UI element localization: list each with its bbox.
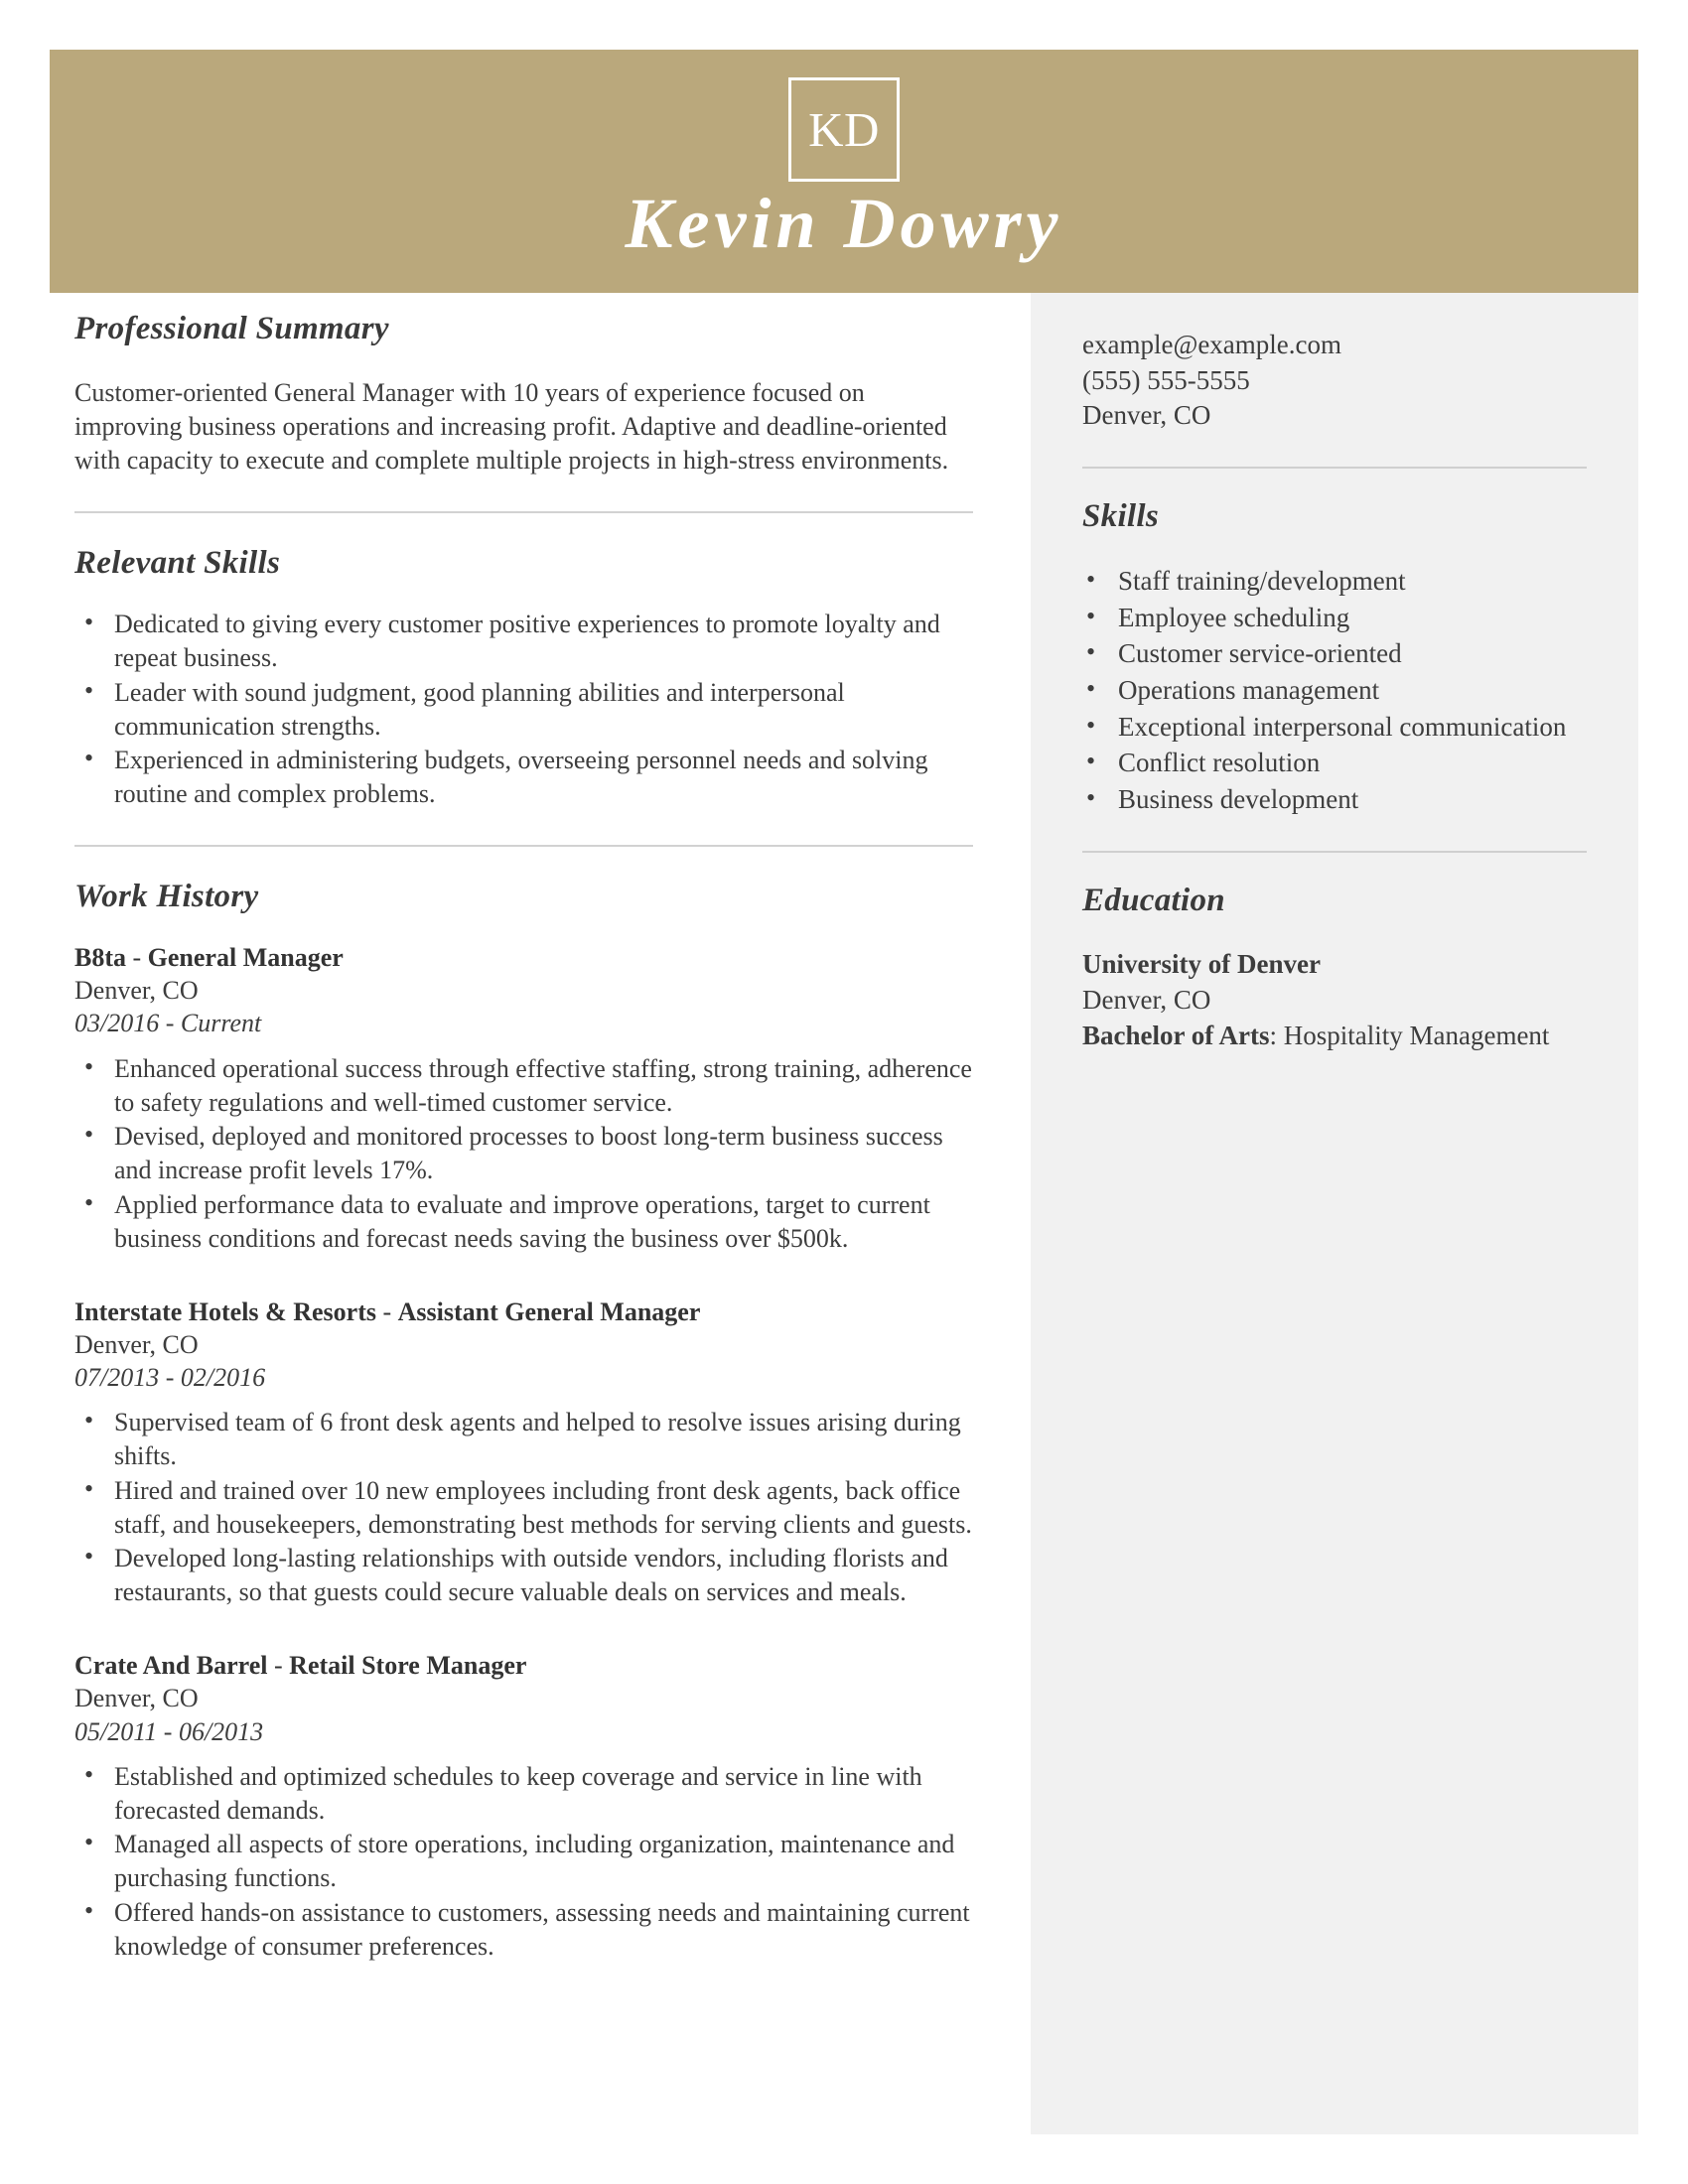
spacer (74, 582, 973, 608)
job-title-line (74, 941, 973, 974)
sidebar-divider-2 (1082, 851, 1587, 853)
job-separator: - (267, 1651, 290, 1681)
education-entry (1082, 947, 1587, 1054)
contact-email: example@example.com (1082, 330, 1342, 359)
job-role: General Manager (147, 942, 344, 972)
list-item: • Managed all aspects of store operations, including organization, maintenance and purchasing functions. (74, 1828, 973, 1895)
job-location: Denver, CO (74, 976, 199, 1006)
education-degree-field: : Hospitality Management (1269, 1020, 1550, 1050)
list-item: • Applied performance data to evaluate and improve operations, target to current business conditions and forecast needs saving the business over $500k. (74, 1188, 973, 1256)
list-item: • Experienced in administering budgets, overseeing personnel needs and solving routine and complex problems. (74, 744, 973, 811)
work-history-entry (74, 941, 973, 1256)
list-item: • Offered hands-on assistance to customers, assessing needs and maintaining current knowledge of consumer preferences. (74, 1896, 973, 1964)
job-company: Interstate Hotels & Resorts (74, 1297, 376, 1326)
job-bullets (74, 1052, 973, 1256)
sidebar-heading-education: Education (1082, 882, 1225, 918)
job-title-line (74, 1296, 973, 1328)
job-company: Crate And Barrel (74, 1651, 268, 1681)
list-item: • Leader with sound judgment, good planning abilities and interpersonal communication strengths. (74, 676, 973, 744)
sidebar (1031, 293, 1638, 2134)
job-dates: 03/2016 - Current (74, 1009, 262, 1038)
spacer (74, 915, 973, 941)
job-separator: - (375, 1297, 398, 1326)
education-location: Denver, CO (1082, 984, 1211, 1015)
list-item: • Dedicated to giving every customer positive experiences to promote loyalty and repeat business. (74, 608, 973, 675)
section-heading-relevant-skills: Relevant Skills (74, 545, 281, 582)
list-item: • Operations management (1082, 672, 1587, 709)
job-location: Denver, CO (74, 1684, 199, 1713)
job-role: Retail Store Manager (289, 1651, 527, 1681)
relevant-skills-list (74, 608, 973, 811)
sidebar-divider-1 (1082, 467, 1587, 469)
contact-location: Denver, CO (1082, 400, 1211, 431)
job-location: Denver, CO (74, 1329, 199, 1359)
list-item: • Developed long-lasting relationships with outside vendors, including florists and restaurants, so that guests could secure valuable deals on services and meals. (74, 1542, 973, 1609)
sidebar-heading-skills: Skills (1082, 497, 1160, 534)
contact-block (1082, 328, 1587, 434)
list-item: • Employee scheduling (1082, 600, 1587, 636)
main-column (74, 311, 973, 1965)
list-item: • Hired and trained over 10 new employees including front desk agents, back office staff, and housekeepers, demonstrating best methods for serving clients and guests. (74, 1474, 973, 1542)
job-role: Assistant General Manager (397, 1297, 701, 1326)
list-item: • Established and optimized schedules to keep coverage and service in line with forecasted demands. (74, 1760, 973, 1828)
main-divider-1 (74, 511, 973, 513)
main-divider-2 (74, 845, 973, 847)
list-item: • Exceptional interpersonal communication (1082, 709, 1587, 746)
education-school: University of Denver (1082, 948, 1321, 979)
resume-header-banner (50, 50, 1638, 293)
list-item: • Conflict resolution (1082, 745, 1587, 781)
professional-summary-text: Customer-oriented General Manager with 10 years of experience focused on improving business operations and increasing profit. Adaptive and deadline-oriented with capacity to execute and complete multiple projects in high-stress environments. (74, 378, 949, 476)
job-dates: 07/2013 - 02/2016 (74, 1363, 266, 1393)
list-item: • Devised, deployed and monitored processes to boost long-term business success and increase profit levels 17%. (74, 1120, 973, 1187)
job-separator: - (126, 942, 148, 972)
list-item: • Enhanced operational success through effective staffing, strong training, adherence to safety regulations and well-timed customer service. (74, 1052, 973, 1120)
job-bullets (74, 1406, 973, 1609)
work-history-entry (74, 1296, 973, 1610)
list-item: • Customer service-oriented (1082, 635, 1587, 672)
section-heading-professional-summary: Professional Summary (74, 311, 389, 346)
monogram-initials: KD (808, 102, 880, 157)
job-dates: 05/2011 - 06/2013 (74, 1716, 264, 1746)
list-item: • Supervised team of 6 front desk agents and helped to resolve issues arising during shifts. (74, 1406, 973, 1473)
contact-phone: (555) 555-5555 (1082, 364, 1250, 395)
job-title-line (74, 1649, 973, 1682)
work-history-entry (74, 1649, 973, 1964)
education-degree-label: Bachelor of Arts (1082, 1020, 1270, 1050)
monogram-box (788, 77, 900, 182)
list-item: • Business development (1082, 781, 1587, 818)
list-item: • Staff training/development (1082, 563, 1587, 600)
section-heading-work-history: Work History (74, 878, 259, 914)
job-company: B8ta (74, 942, 126, 972)
job-bullets (74, 1760, 973, 1964)
candidate-name: Kevin Dowry (625, 184, 1063, 263)
skills-list (1082, 563, 1587, 818)
